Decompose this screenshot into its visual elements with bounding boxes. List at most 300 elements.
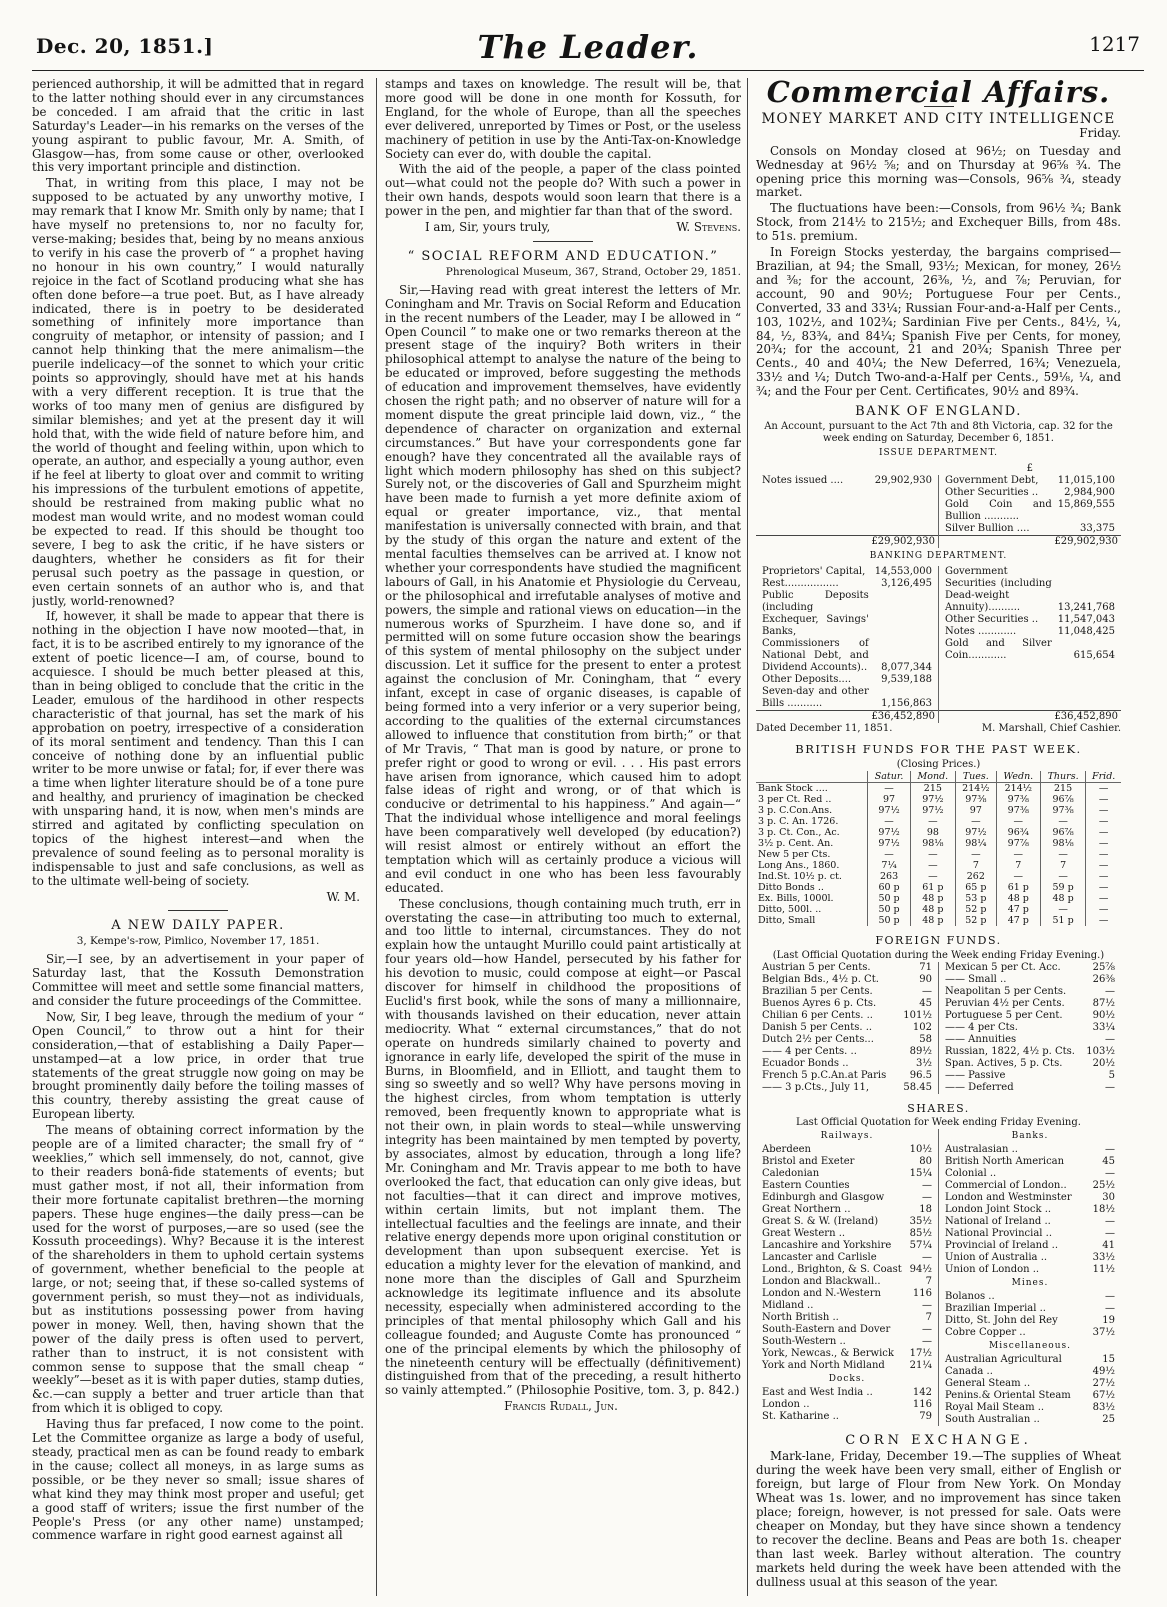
price-cell: — (1040, 904, 1086, 915)
row-label: East and West India .. (762, 1387, 873, 1399)
table-row (759, 1180, 935, 1192)
table-row (756, 816, 1121, 827)
row-value: 18½ (1092, 1204, 1115, 1216)
column-header: Tues. (955, 771, 996, 783)
table-row (756, 838, 1121, 849)
row-value: 96.5 (909, 1069, 932, 1081)
mines-heading: Mines. (1011, 1278, 1049, 1289)
table-row (942, 1216, 1118, 1228)
table-row (942, 523, 1118, 535)
paragraph: In Foreign Stocks yesterday, the bargains comprised—Brazilian, at 94; the Small, 93½; Mexican, for money, 26½ and ⅜; for the account, 26⅜, ½, and ⅞; Peruvian, for account, 90 and 90½; Portuguese Four per Cents., Converted, 33 and 33¼; Russian Four-and-a-Half per Cents., 103, 102½, and 102¾; Sardinian Five per Cents., 84½, ¼, 84, ½, 83¾, and 84¼; Spanish Five per Cents, for money, 20¾; for the account, 21 and 20¾; Spanish Three per Cents., 40 and 40¼; the New Deferred, 16¾; Venezuela, 33½ and ¼; Dutch Two-and-a-Half per Cents., 59⅛, ¼, and ¾; and the Four per Cent. Certificates, 90½ and 89¾. (756, 245, 1121, 399)
row-label: London Joint Stock .. (945, 1204, 1052, 1216)
row-value: 30 (1102, 1192, 1115, 1204)
bank-heading: BANK OF ENGLAND. (855, 404, 1022, 420)
row-value: 9,539,188 (881, 673, 932, 685)
table-row (756, 849, 1121, 860)
row-label: Government Debt, (945, 474, 1039, 486)
price-cell: — (996, 849, 1040, 860)
row-label: National of Ireland .. (945, 1216, 1051, 1228)
row-value: — (1105, 1216, 1115, 1228)
table-row (759, 1324, 935, 1336)
row-label: Bolanos .. (945, 1291, 995, 1303)
price-cell: — (955, 849, 996, 860)
row-label: Belgian Bds., 4½ p. Ct. (762, 973, 879, 985)
table-row (759, 1348, 935, 1360)
banking-right-list (942, 566, 1118, 662)
banking-total-right: £36,452,890 (939, 710, 1122, 723)
table-row (759, 1240, 935, 1252)
row-value: 11,015,100 (1057, 474, 1115, 486)
row-label: Notes issued .... (762, 474, 844, 486)
page-number: 1217 (1089, 32, 1140, 56)
row-value: 41 (1102, 1240, 1115, 1252)
row-label: Australasian .. (945, 1144, 1018, 1156)
table-row (942, 487, 1118, 499)
table-row (942, 1046, 1118, 1058)
price-cell: 7 (1040, 860, 1086, 871)
mines-list (942, 1291, 1118, 1339)
column-header: Thurs. (1040, 771, 1086, 783)
price-cell: — (910, 849, 955, 860)
price-cell: — (1086, 915, 1121, 926)
stock-name: Ditto, 500l. .. (758, 903, 822, 915)
article-heading: “ SOCIAL REFORM AND EDUCATION.” (407, 248, 719, 264)
row-label: Great Northern .. (762, 1204, 851, 1216)
row-label: Caledonian (762, 1168, 820, 1180)
price-cell: 50 p (868, 915, 911, 926)
price-cell: 60 p (868, 882, 911, 893)
column-3 (747, 78, 1121, 1596)
table-row (759, 1387, 935, 1399)
row-label: London and Westminster (945, 1192, 1072, 1204)
row-value: 58 (919, 1033, 932, 1045)
row-label: —— Annuities (945, 1033, 1017, 1045)
row-value: 3½ (915, 1057, 932, 1069)
row-label: National Provincial .. (945, 1228, 1053, 1240)
row-value: 89½ (909, 1045, 932, 1057)
price-cell: — (1086, 816, 1121, 827)
price-cell: 52 p (955, 904, 996, 915)
table-row (759, 1411, 935, 1423)
price-cell: — (1040, 871, 1086, 882)
funds-heading: BRITISH FUNDS FOR THE PAST WEEK. (795, 741, 1082, 756)
price-cell: — (996, 871, 1040, 882)
table-row (759, 1252, 935, 1264)
row-value: 13,241,768 (1057, 601, 1115, 613)
table-row (759, 1070, 935, 1082)
table-row (759, 974, 935, 986)
row-label: Danish 5 per Cents. .. (762, 1021, 873, 1033)
table-row (756, 893, 1121, 904)
row-label: St. Katharine .. (762, 1411, 839, 1423)
price-cell: 215 (910, 782, 955, 794)
row-label: Silver Bullion .... (945, 522, 1030, 534)
price-cell: 97½ (868, 827, 911, 838)
price-cell: 97 (955, 805, 996, 816)
row-label: Canada .. (945, 1366, 993, 1378)
table-row (942, 1366, 1118, 1378)
column-header: Wedn. (996, 771, 1040, 783)
stock-name: Ditto, Small (758, 914, 816, 926)
price-cell: — (1086, 882, 1121, 893)
row-value: 83½ (1092, 1402, 1115, 1414)
row-value: 26⅜ (1092, 973, 1115, 985)
price-cell: — (1086, 827, 1121, 838)
price-cell: — (868, 782, 911, 794)
issue-department-label: ISSUE DEPARTMENT. (878, 447, 999, 458)
row-label: Lancashire and Yorkshire (762, 1240, 892, 1252)
row-label: Ditto, St. John del Rey (945, 1315, 1058, 1327)
paragraph: With the aid of the people, a paper of the class pointed out—what could not the people do? With such a power in their own hands, despots would soon learn that there is a power in the pen, and mightier far than that of the sword. (385, 162, 741, 219)
row-value: — (922, 985, 932, 997)
table-header-row (756, 771, 1121, 783)
row-value: 29,902,930 (874, 474, 932, 486)
row-label: Cobre Copper .. (945, 1327, 1026, 1339)
row-label: —— 3 p.Cts., July 11, (762, 1081, 870, 1093)
docks-list (759, 1387, 935, 1423)
row-label: Gold and Silver Coin............ (945, 637, 1052, 661)
money-market-heading: MONEY MARKET AND CITY INTELLIGENCE (761, 110, 1116, 127)
row-value: 116 (912, 1399, 932, 1411)
row-label: North British .. (762, 1312, 839, 1324)
table-row (942, 1022, 1118, 1034)
row-label: Penins.& Oriental Steam (945, 1390, 1071, 1402)
price-cell: 97½ (955, 827, 996, 838)
price-cell: 97⅜ (1040, 805, 1086, 816)
table-row (942, 1327, 1118, 1339)
row-value: 45 (1102, 1156, 1115, 1168)
foreign-funds-table (756, 962, 1121, 1094)
column-header: Mond. (910, 771, 955, 783)
row-label: Union of London .. (945, 1264, 1040, 1276)
row-label: Royal Mail Steam .. (945, 1402, 1045, 1414)
table-row (759, 1156, 935, 1168)
corn-exchange-heading: CORN EXCHANGE. (845, 1433, 1032, 1449)
row-label: Aberdeen (762, 1144, 811, 1156)
row-label: Gold Coin and Bullion ........... (945, 498, 1052, 522)
table-row (942, 1414, 1118, 1426)
stock-name: New 5 per Cts. (758, 848, 831, 860)
row-label: Neapolitan 5 per Cents. (945, 985, 1067, 997)
stock-name: Ditto Bonds .. (758, 881, 824, 893)
price-cell: 50 p (868, 893, 911, 904)
table-row (942, 1390, 1118, 1402)
row-label: —— 4 per Cts. (945, 1021, 1018, 1033)
row-value: — (1105, 1033, 1115, 1045)
table-row (759, 590, 935, 674)
row-value: 116 (912, 1288, 932, 1300)
table-row (759, 1288, 935, 1300)
table-row (942, 1168, 1118, 1180)
row-label: London and Blackwall.. (762, 1276, 881, 1288)
dateline: 3, Kempe's-row, Pimlico, November 17, 1851. (76, 935, 320, 948)
table-row (942, 1402, 1118, 1414)
paragraph: Now, Sir, I beg leave, through the medium of your “ Open Council,” to throw out a hint for their consideration,—that of establishing a Daily Paper—unstamped—at a low price, in order that true statements of the great struggle now going on may be brought prominently daily before the toiling masses of this country, thereby assisting the great cause of European liberty. (32, 1009, 364, 1122)
bank-subheading: An Account, pursuant to the Act 7th and 8th Victoria, cap. 32 for the week ending on Saturday, December 6, 1851. (764, 420, 1113, 444)
row-value: — (1105, 1081, 1115, 1093)
row-label: Rest................. (762, 577, 839, 589)
price-cell: 98¼ (955, 838, 996, 849)
paragraph: If, however, it shall be made to appear that there is nothing in the objection I have now mooted—that, in fact, it is to be ascribed entirely to my ignorance of the extent of poetic licence—I am, of course, bound to acquiesce. I should be much better pleased at this, than in being obliged to conclude that the critic in the Leader, emulous of the hardihood in other respects characteristic of that journal, has set the mark of his approbation on poetry, irrespective of a consideration of its moral sentiment and tendency. Than this I can conceive of nothing done by an influential public writer to be more unwise or fatal; for, if ever there was a time when lighter literature should be of a tone pure and healthy, and pruriency of imagination be checked with unsparing hand, it is now, when men's minds are stirred and agitated by conflicting speculation on topics of the highest interest—and when the prevalence of sound feeling as to personal morality is indispensable to just and safe conclusions, as well as to the ultimate well-being of society. (32, 609, 364, 888)
row-label: South Australian .. (945, 1414, 1040, 1426)
foreign-left-list (759, 962, 935, 1094)
table-row (759, 1168, 935, 1180)
table-row (759, 1276, 935, 1288)
table-row (759, 1399, 935, 1411)
issue-date: Dec. 20, 1851.] (36, 34, 214, 58)
table-row (759, 686, 935, 710)
row-label: Span. Actives, 5 p. Cts. (945, 1057, 1063, 1069)
signoff-name: W. Stevens. (676, 220, 741, 235)
row-value: — (922, 1336, 932, 1348)
row-value: 90 (919, 973, 932, 985)
table-row (942, 1034, 1118, 1046)
price-cell: — (1086, 904, 1121, 915)
table-row (942, 1252, 1118, 1264)
row-value: 7 (925, 1276, 932, 1288)
row-value: 25½ (1092, 1180, 1115, 1192)
banking-department-table (756, 566, 1121, 723)
funds-subheading: (Closing Prices.) (896, 758, 981, 770)
table-row (942, 1354, 1118, 1366)
foreign-funds-heading: FOREIGN FUNDS. (875, 933, 1002, 947)
signoff-text: I am, Sir, yours truly, (425, 220, 551, 235)
table-row (942, 986, 1118, 998)
row-label: Australian Agricultural (945, 1354, 1062, 1366)
stock-name: Long Ans., 1860. (758, 859, 840, 871)
price-cell: — (1086, 860, 1121, 871)
table-row (759, 475, 935, 487)
table-row (942, 614, 1118, 626)
row-label: British North American (945, 1156, 1065, 1168)
row-value: 2,984,900 (1064, 486, 1115, 498)
dateline: Phrenological Museum, 367, Strand, October 29, 1851. (445, 265, 741, 278)
price-cell: 97⅜ (996, 794, 1040, 805)
row-value: 49½ (1092, 1366, 1115, 1378)
stock-name: Ex. Bills, 1000l. (758, 892, 834, 904)
row-value: 58.45 (903, 1081, 932, 1093)
price-cell: 52 p (955, 915, 996, 926)
row-value: 103½ (1086, 1045, 1115, 1057)
table-row (942, 962, 1118, 974)
railways-list (759, 1144, 935, 1372)
price-cell: 97⅞ (996, 838, 1040, 849)
row-label: Great Western .. (762, 1228, 846, 1240)
row-label: —— Deferred (945, 1081, 1014, 1093)
row-value: — (1105, 1144, 1115, 1156)
divider (168, 910, 228, 911)
table-row (759, 1336, 935, 1348)
bank-signed: M. Marshall, Chief Cashier. (981, 722, 1121, 734)
row-label: Chilian 6 per Cents. .. (762, 1009, 873, 1021)
row-value: 87½ (1092, 997, 1115, 1009)
row-value: 19 (1102, 1315, 1115, 1327)
issue-department-table (756, 463, 1121, 548)
row-value: 27½ (1092, 1378, 1115, 1390)
table-row (756, 915, 1121, 926)
stock-name: Ind.St. 10½ p. ct. (758, 870, 842, 882)
table-row (759, 1192, 935, 1204)
row-label: Lancaster and Carlisle (762, 1252, 877, 1264)
table-row (942, 1156, 1118, 1168)
stock-name: 3 per Ct. Red .. (758, 793, 832, 805)
table-row (942, 974, 1118, 986)
row-value: 1,156,863 (881, 697, 932, 709)
signature: Francis Rudall, Jun. (504, 1399, 618, 1414)
row-value: 94½ (909, 1264, 932, 1276)
shares-subheading: Last Official Quotation for Week ending Friday Evening. (796, 1117, 1081, 1129)
price-cell: — (955, 816, 996, 827)
row-value: 79 (919, 1411, 932, 1423)
row-value: 101½ (903, 1009, 932, 1021)
price-cell: — (1086, 794, 1121, 805)
table-row (759, 1034, 935, 1046)
bank-dated: Dated December 11, 1851. (756, 722, 893, 734)
paragraph: These conclusions, though containing much truth, err in overstating the case—in attributing too much to external, and too little to internal, circumstances. They do not explain how the untaught Murillo could paint artistically at four years old—how Handel, persecuted by his father for his devotion to music, could compose at eight—or Pascal discover for himself in childhood the propositions of Euclid's first book, while the sons of many a millionnaire, with thousands lavished on their education, never attain mediocrity. What “ external circumstances,” that do not operate on hundreds similarly chained to poverty and ignorance in early life, developed the spirit of the muse in Burns, in Bloomfield, and in Elliott, and taught them to sing so sweetly and so well? Why have persons moving in the highest circles, from whom temptation is utterly removed, been frequently known to appropriate what is not their own, in plain words to steal—while unswerving integrity has been maintained by men tempted by poverty, by associates, almost by education, through a long life? Mr. Coningham and Mr. Travis appear to me both to have overlooked the fact, that education can only give ideas, but not faculties—that it can direct and improve motives, within certain limits, but not implant them. The intellectual faculties and the feelings are innate, and their relative energy depends more upon original constitution or development than upon subsequent exercise. Yet is education a mighty lever for the elevation of mankind, and none more than the disciples of Gall and Spurzheim acknowledge its legitimate influence and its absolute necessity, especially when administered according to the principles of that mental philosophy which Gall and his colleague founded; and Auguste Comte has pronounced “ one of the principal elements by which the philosophy of the nineteenth century will be effectually (définitivement) distinguished from that of the preceding, a result hitherto so vainly attempted.” (Philosophie Positive, tom. 3, p. 842.) (385, 896, 741, 1398)
table-row (942, 998, 1118, 1010)
stock-name: 3 p. C. An. 1726. (758, 815, 839, 827)
price-cell: 47 p (996, 915, 1040, 926)
row-label: Commercial of London.. (945, 1180, 1067, 1192)
row-value: — (1105, 1291, 1115, 1303)
table-row (759, 1058, 935, 1070)
row-label: Public Deposits (including Exchequer, Savings' Banks, Commissioners of National Debt, and Dividend Accounts).. (762, 589, 869, 673)
table-row (759, 986, 935, 998)
row-value: 14,553,000 (874, 565, 932, 577)
price-cell: 97 (868, 794, 911, 805)
table-row (759, 1228, 935, 1240)
docks-heading: Docks. (828, 1374, 866, 1385)
price-cell: — (996, 816, 1040, 827)
price-cell: — (910, 816, 955, 827)
table-row (759, 674, 935, 686)
price-cell: 97½ (868, 805, 911, 816)
row-value: 90½ (1092, 1009, 1115, 1021)
price-cell: 7¼ (868, 860, 911, 871)
price-cell: 61 p (996, 882, 1040, 893)
table-row (759, 1082, 935, 1094)
row-label: Bristol and Exeter (762, 1156, 855, 1168)
paragraph: Mark-lane, Friday, December 19.—The supplies of Wheat during the week have been very small, either of English or foreign, but large of Flour from New York. On Monday Wheat was 1s. lower, and no improvement has since taken place; foreign, however, is not pressed for sale. Oats were cheaper on Monday, but they have since shown a tendency to recover the decline. Beans and Peas are both 1s. cheaper than last week. Barley without alteration. The country markets held during the week have been attended with the dullness usual at this season of the year. (756, 1449, 1121, 1589)
price-cell: 262 (955, 871, 996, 882)
table-row (756, 827, 1121, 838)
price-cell: 98⅛ (910, 838, 955, 849)
row-value: 8,077,344 (881, 661, 932, 673)
row-value: 25⅞ (1092, 961, 1115, 973)
row-value: 33½ (1092, 1252, 1115, 1264)
row-label: Seven-day and other Bills ........... (762, 685, 869, 709)
banking-left-list (759, 566, 935, 710)
row-label: South-Western .. (762, 1336, 846, 1348)
paragraph: The fluctuations have been:—Consols, from 96½ ¾; Bank Stock, from 214½ to 215½; and Exchequer Bills, from 48s. to 51s. premium. (756, 201, 1121, 244)
price-cell: 96¾ (996, 827, 1040, 838)
banking-department-label: BANKING DEPARTMENT. (869, 550, 1008, 561)
table-row (759, 1022, 935, 1034)
price-cell: 214½ (955, 782, 996, 794)
row-label: Russian, 1822, 4½ p. Cts. (945, 1045, 1075, 1057)
table-row (942, 1180, 1118, 1192)
stock-name: 3½ p. Cent. An. (758, 837, 834, 849)
price-cell: 53 p (955, 893, 996, 904)
row-value: 67½ (1092, 1390, 1115, 1402)
price-cell: 48 p (910, 904, 955, 915)
issue-total-left: £29,902,930 (756, 535, 939, 548)
row-label: Ecuador Bonds .. (762, 1057, 849, 1069)
shares-heading: SHARES. (907, 1101, 970, 1115)
row-label: —— Passive (945, 1069, 1006, 1081)
row-value: 25 (1102, 1414, 1115, 1426)
row-label: Brazilian 5 per Cents. (762, 985, 873, 997)
banks-list (942, 1144, 1118, 1276)
price-cell: 98⅛ (1040, 838, 1086, 849)
row-value: 57¼ (909, 1240, 932, 1252)
row-value: 37½ (1092, 1327, 1115, 1339)
section-title: Commercial Affairs. (766, 78, 1111, 109)
table-row (759, 1216, 935, 1228)
column-2 (376, 78, 741, 1596)
table-row (942, 1378, 1118, 1390)
price-cell: 65 p (955, 882, 996, 893)
stock-name: 3 p. C.Con.Ans. (758, 804, 833, 816)
price-cell: 47 p (996, 904, 1040, 915)
row-label: Portuguese 5 per Cent. (945, 1009, 1063, 1021)
row-value: 142 (912, 1387, 932, 1399)
row-value: 615,654 (1073, 649, 1115, 661)
row-label: Other Securities .. (945, 486, 1039, 498)
paragraph: Sir,—Having read with great interest the letters of Mr. Coningham and Mr. Travis on Social Reform and Education in the recent numbers of the Leader, may I be allowed in “ Open Council ” to make one or two remarks thereon at the present stage of the inquiry? Both writers in their philosophical attempt to analyse the nature of the being to be educated or improved, before suggesting the methods of education and improvement themselves, have evidently chosen the right path; and no observer of nature will for a moment dispute the great principle laid down, viz., “ the dependence of character on organization and external circumstances.” But have your correspondents gone far enough? have they concentrated all the available rays of light which modern philosophy has shed on this subject? Surely not, or the discoveries of Gall and Spurzheim might have been made to furnish a yet more definite axiom of equal or greater importance, viz., that mental manifestation is universally connected with brain, and that by the study of this organ the nature and extent of the mental faculties themselves can be arrived at. I know not whether your correspondents have studied the magnificent labours of Gall, in his Anatomie et Physiologie du Cerveau, or the philosophical and irrefutable analyses of motive and powers, the simple and rational views on education—in the numerous works of Spurzheim. I have done so, and if permitted will on some future occasion show the bearings of this system of mental philosophy on the subject under discussion. Let it suffice for the present to enter a protest against the conclusion of Mr. Coningham, that “ every infant, except in case of organic diseases, is capable of being formed into a very inferior or a very superior being, according to the qualities of the external circumstances allowed to influence that constitution from birth;” or that of Mr Travis, “ That man is good by nature, or prone to prefer right or good to wrong or evil. . . . His past errors have arisen from ignorance, which caused him to adopt false ideas of right and wrong, or of that which is conducive or detrimental to his happiness.” And again—“ That the individual whose intelligence and moral feelings have been comparatively well developed (by education?) will resist almost or entirely without an effort the temptation which will as certainly produce a vicious will and evil conduct in one who has been less favourably educated. (385, 282, 741, 895)
stock-name: 3 p. Ct. Con., Ac. (758, 826, 840, 838)
row-value: 15 (1102, 1354, 1115, 1366)
price-cell: — (1086, 782, 1121, 794)
table-row (942, 1070, 1118, 1082)
row-value: — (1105, 1303, 1115, 1315)
table-row (756, 782, 1121, 794)
row-value: — (1105, 985, 1115, 997)
row-value: — (922, 1180, 932, 1192)
row-label: Dutch 2½ per Cents... (762, 1033, 874, 1045)
price-cell: — (1040, 816, 1086, 827)
row-label: London .. (762, 1399, 810, 1411)
issue-left-list (759, 475, 935, 487)
row-value: 35½ (909, 1216, 932, 1228)
row-value: 7 (925, 1312, 932, 1324)
row-label: Union of Australia .. (945, 1252, 1048, 1264)
paragraph: The means of obtaining correct information by the people are of a limited character; the small fry of “ weeklies,” which sell immensely, do not, cannot, give to their readers bonâ-fide statements of events; but must gather most, if not all, their information from their more fortunate capitalist brethren—the morning papers. These huge engines—the daily press—can be used for the worst of purposes,—are so used (see the Kossuth proceedings). Why? Because it is the interest of the shareholders in them to uphold certain systems of government, whether beneficial to the people at large, or not; seeing that, if these so-called systems of government perish, so must they—not as individuals, but as institutions possessing power from having power in money. Well, then, having shown that the power of the daily press is often used to pervert, rather than to instruct, it is not consistent with common sense to suppose that the small cheap “ weekly”—beset as it is with paper duties, stamp duties, &c.—can supply a better and truer article than that from which it is obliged to copy. (32, 1123, 364, 1416)
table-row (756, 904, 1121, 915)
row-label: Lond., Brighton, & S. Coast (762, 1264, 902, 1276)
table-row (759, 566, 935, 578)
row-label: Other Securities .. (945, 613, 1039, 625)
row-value: 71 (919, 961, 932, 973)
foreign-right-list (942, 962, 1118, 1094)
row-label: Great S. & W. (Ireland) (762, 1216, 879, 1228)
misc-heading: Miscellaneous. (988, 1341, 1072, 1352)
row-label: Brazilian Imperial .. (945, 1303, 1046, 1315)
price-cell: 97½ (910, 794, 955, 805)
table-row (942, 1315, 1118, 1327)
row-value: 85½ (909, 1228, 932, 1240)
paragraph: perienced authorship, it will be admitted that in regard to the latter nothing should ever in any circumstances be conceded. I am afraid that the critic in last Saturday's Leader—in his remarks on the verses of the young aspirant to public favour, Mr. A. Smith, of Glasgow—has, from some cause or other, overlooked this very important principle and distinction. (32, 78, 364, 175)
row-value: 15,869,555 (1057, 498, 1115, 510)
banking-total-left: £36,452,890 (756, 710, 939, 723)
row-label: South-Eastern and Dover (762, 1324, 891, 1336)
row-label: Provincial of Ireland .. (945, 1240, 1059, 1252)
price-cell: 7 (996, 860, 1040, 871)
table-row (759, 1144, 935, 1156)
table-row (759, 1264, 935, 1276)
table-row (756, 860, 1121, 871)
row-label: Midland .. (762, 1300, 814, 1312)
